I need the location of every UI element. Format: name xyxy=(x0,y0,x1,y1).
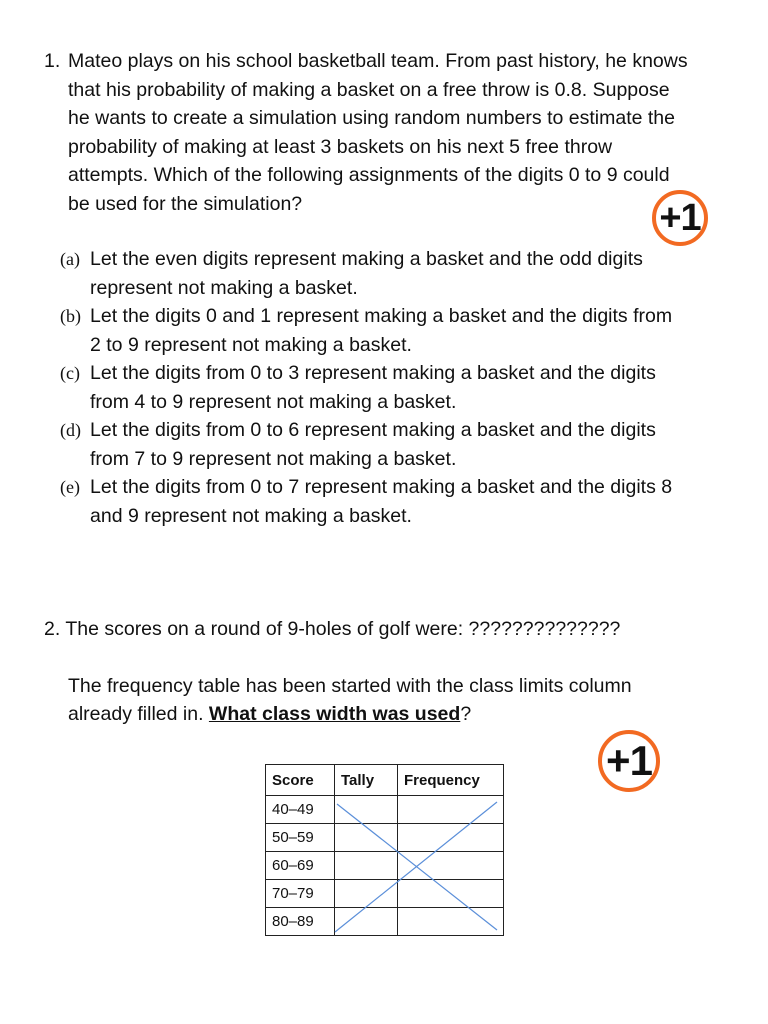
frequency-table xyxy=(265,764,504,936)
q2-bold-question: What class width was used xyxy=(208,703,461,725)
score-cell: 70–79 xyxy=(266,880,335,908)
tally-cell[interactable] xyxy=(335,796,398,824)
frequency-cell[interactable] xyxy=(398,796,504,824)
plus-one-badge: +1 xyxy=(598,730,660,792)
q1-line: he wants to create a simulation using random numbers to estimate the xyxy=(68,107,675,129)
frequency-cell[interactable] xyxy=(398,852,504,880)
option-line: and 9 represent not making a basket. xyxy=(90,504,412,527)
option-letter: (e) xyxy=(60,477,80,497)
q2-para-line: The frequency table has been started with the class limits column xyxy=(68,674,632,697)
option-letter: (a) xyxy=(60,249,80,269)
tally-cell[interactable] xyxy=(335,852,398,880)
option-b[interactable] xyxy=(60,302,740,359)
q1-line: that his probability of making a basket on a free throw is 0.8. Suppose xyxy=(68,78,670,101)
option-line: Let the digits from 0 to 7 represent making a basket and the digits 8 xyxy=(90,476,673,498)
q1-line: be used for the simulation? xyxy=(68,192,303,215)
question-1-number: 1. xyxy=(44,50,61,72)
option-line: Let the digits from 0 to 6 represent making a basket and the digits xyxy=(90,419,656,441)
table-row xyxy=(266,880,504,908)
q1-line: attempts. Which of the following assignments of the digits 0 to 9 could xyxy=(68,164,670,186)
option-letter: (c) xyxy=(60,363,80,383)
question-1 xyxy=(44,47,734,218)
tally-cell[interactable] xyxy=(335,908,398,936)
question-2-line: 2. The scores on a round of 9-holes of golf were: ?????????????? xyxy=(44,618,621,640)
q2-prefix: already filled in. xyxy=(68,703,209,725)
option-line: from 4 to 9 represent not making a basket. xyxy=(90,390,457,413)
header-frequency: Frequency xyxy=(398,765,504,796)
table-row xyxy=(266,824,504,852)
option-e[interactable] xyxy=(60,473,740,530)
question-2 xyxy=(44,615,734,729)
score-cell: 40–49 xyxy=(266,796,335,824)
option-line: Let the digits 0 and 1 represent making a basket and the digits from xyxy=(90,305,673,327)
table-row xyxy=(266,796,504,824)
option-letter: (d) xyxy=(60,420,81,440)
score-cell: 60–69 xyxy=(266,852,335,880)
answer-options xyxy=(60,245,740,530)
option-letter: (b) xyxy=(60,306,81,326)
header-tally: Tally xyxy=(335,765,398,796)
frequency-cell[interactable] xyxy=(398,908,504,936)
score-cell: 50–59 xyxy=(266,824,335,852)
option-c[interactable] xyxy=(60,359,740,416)
question-2-paragraph xyxy=(68,672,734,729)
header-score: Score xyxy=(266,765,335,796)
option-line: represent not making a basket. xyxy=(90,276,358,299)
frequency-cell[interactable] xyxy=(398,824,504,852)
q1-line: probability of making at least 3 baskets on his next 5 free throw xyxy=(68,135,613,158)
q2-suffix: ? xyxy=(460,703,472,725)
frequency-table-wrap xyxy=(265,764,504,936)
table-row xyxy=(266,908,504,936)
option-d[interactable] xyxy=(60,416,740,473)
option-line: 2 to 9 represent not making a basket. xyxy=(90,333,412,356)
option-line: Let the even digits represent making a basket and the odd digits xyxy=(90,248,643,270)
plus-one-badge: +1 xyxy=(652,190,708,246)
frequency-cell[interactable] xyxy=(398,880,504,908)
table-row xyxy=(266,852,504,880)
tally-cell[interactable] xyxy=(335,880,398,908)
table-header-row xyxy=(266,765,504,796)
option-line: Let the digits from 0 to 3 represent making a basket and the digits xyxy=(90,362,656,384)
option-a[interactable] xyxy=(60,245,740,302)
q1-line: Mateo plays on his school basketball team. From past history, he knows xyxy=(68,50,688,72)
tally-cell[interactable] xyxy=(335,824,398,852)
option-line: from 7 to 9 represent not making a basket. xyxy=(90,447,457,470)
question-1-text xyxy=(68,47,734,218)
q2-para-line xyxy=(68,700,734,729)
score-cell: 80–89 xyxy=(266,908,335,936)
